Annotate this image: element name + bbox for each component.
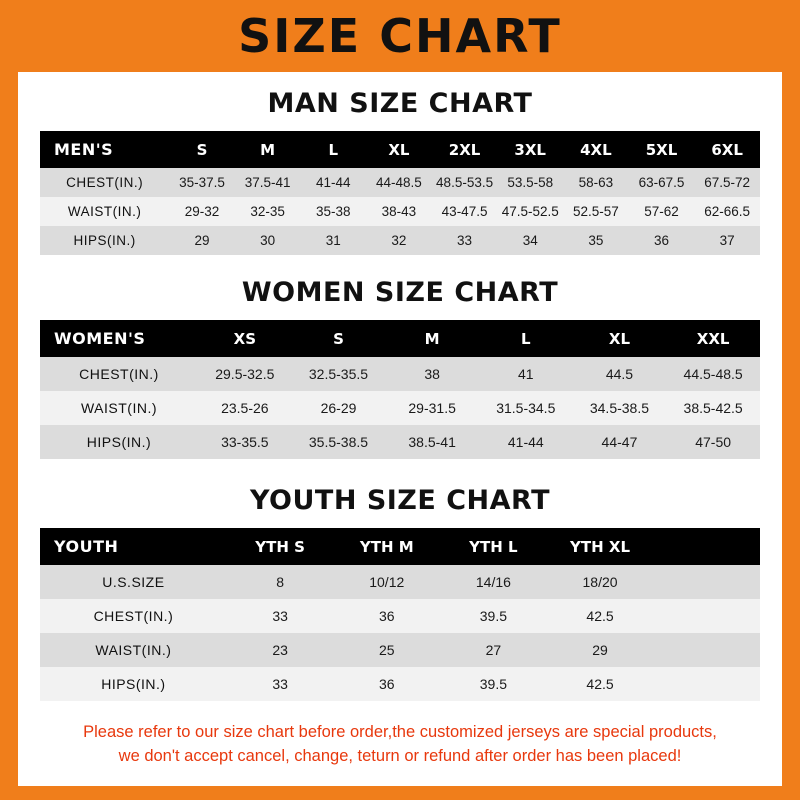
women-header-m: M [385,320,479,357]
youth-size-table [40,528,760,701]
man-header-5xl: 5XL [629,131,695,168]
table-row [40,197,760,226]
women-header-label: WOMEN'S [40,320,198,357]
man-row-waist-label: WAIST(IN.) [40,197,169,226]
content [18,88,782,769]
youth-chest-s: 33 [227,599,334,633]
women-header-l: L [479,320,573,357]
women-hips-l: 41-44 [479,425,573,459]
youth-row-ussize-label: U.S.SIZE [40,565,227,599]
man-chest-5xl: 63-67.5 [629,168,695,197]
women-row-chest-label: CHEST(IN.) [40,357,198,391]
youth-chest-spacer [653,599,760,633]
man-waist-m: 32-35 [235,197,301,226]
man-header-xl: XL [366,131,432,168]
youth-waist-m: 25 [333,633,440,667]
man-header-label: MEN'S [40,131,169,168]
man-waist-4xl: 52.5-57 [563,197,629,226]
youth-section-title: YOUTH SIZE CHART [249,485,551,516]
table-row [40,667,760,701]
man-row-chest-label: CHEST(IN.) [40,168,169,197]
youth-waist-xl: 29 [547,633,654,667]
youth-row-chest-label: CHEST(IN.) [40,599,227,633]
banner [0,0,800,72]
women-row-hips-label: HIPS(IN.) [40,425,198,459]
youth-header-spacer [653,528,760,565]
women-row-waist-label: WAIST(IN.) [40,391,198,425]
women-header-xs: XS [198,320,292,357]
man-waist-2xl: 43-47.5 [432,197,498,226]
women-hips-s: 35.5-38.5 [292,425,386,459]
youth-waist-spacer [653,633,760,667]
women-waist-s: 26-29 [292,391,386,425]
youth-chest-l: 39.5 [440,599,547,633]
youth-row-waist-label: WAIST(IN.) [40,633,227,667]
women-hips-m: 38.5-41 [385,425,479,459]
table-row [40,391,760,425]
women-header-xxl: XXL [666,320,760,357]
youth-chest-m: 36 [333,599,440,633]
women-header-xl: XL [573,320,667,357]
footer-note-line2: we don't accept cancel, change, teturn or refund after order has been placed! [118,746,682,765]
women-waist-xs: 23.5-26 [198,391,292,425]
women-chest-xxl: 44.5-48.5 [666,357,760,391]
man-table-head [40,131,760,168]
man-chest-3xl: 53.5-58 [497,168,563,197]
man-header-m: M [235,131,301,168]
women-size-table [40,320,760,459]
table-row [40,425,760,459]
youth-hips-m: 36 [333,667,440,701]
table-row [40,599,760,633]
youth-ussize-spacer [653,565,760,599]
man-chest-s: 35-37.5 [169,168,235,197]
women-section-title: WOMEN SIZE CHART [241,277,559,308]
man-chest-6xl: 67.5-72 [694,168,760,197]
man-header-3xl: 3XL [497,131,563,168]
youth-table-head [40,528,760,565]
women-waist-m: 29-31.5 [385,391,479,425]
youth-row-hips-label: HIPS(IN.) [40,667,227,701]
man-waist-5xl: 57-62 [629,197,695,226]
table-header-row [40,131,760,168]
youth-header-label: YOUTH [40,528,227,565]
women-table-body [40,357,760,459]
man-waist-6xl: 62-66.5 [694,197,760,226]
table-row [40,168,760,197]
man-hips-5xl: 36 [629,226,695,255]
man-hips-6xl: 37 [694,226,760,255]
man-chest-4xl: 58-63 [563,168,629,197]
man-chest-xl: 44-48.5 [366,168,432,197]
man-size-table [40,131,760,255]
women-hips-xs: 33-35.5 [198,425,292,459]
women-waist-l: 31.5-34.5 [479,391,573,425]
table-row [40,357,760,391]
youth-chest-xl: 42.5 [547,599,654,633]
man-table-body [40,168,760,255]
footer-note-line1: Please refer to our size chart before order,the customized jerseys are special products, [83,723,717,741]
footer-note [40,721,760,769]
man-header-2xl: 2XL [432,131,498,168]
women-chest-s: 32.5-35.5 [292,357,386,391]
table-row [40,633,760,667]
youth-header-s: YTH S [227,528,334,565]
women-chest-xs: 29.5-32.5 [198,357,292,391]
youth-ussize-m: 10/12 [333,565,440,599]
youth-header-xl: YTH XL [547,528,654,565]
youth-waist-l: 27 [440,633,547,667]
man-waist-xl: 38-43 [366,197,432,226]
youth-hips-spacer [653,667,760,701]
youth-table-body [40,565,760,701]
youth-hips-xl: 42.5 [547,667,654,701]
table-row [40,565,760,599]
page-title: SIZE CHART [238,9,562,63]
women-waist-xxl: 38.5-42.5 [666,391,760,425]
youth-header-m: YTH M [333,528,440,565]
table-row [40,226,760,255]
women-waist-xl: 34.5-38.5 [573,391,667,425]
man-waist-3xl: 47.5-52.5 [497,197,563,226]
man-header-4xl: 4XL [563,131,629,168]
women-table-head [40,320,760,357]
youth-ussize-s: 8 [227,565,334,599]
man-section-title: MAN SIZE CHART [267,88,533,119]
man-hips-2xl: 33 [432,226,498,255]
man-row-hips-label: HIPS(IN.) [40,226,169,255]
man-hips-3xl: 34 [497,226,563,255]
table-header-row [40,528,760,565]
women-hips-xl: 44-47 [573,425,667,459]
man-header-6xl: 6XL [694,131,760,168]
man-waist-l: 35-38 [300,197,366,226]
man-hips-4xl: 35 [563,226,629,255]
man-chest-l: 41-44 [300,168,366,197]
women-chest-xl: 44.5 [573,357,667,391]
youth-header-l: YTH L [440,528,547,565]
youth-ussize-xl: 18/20 [547,565,654,599]
man-hips-m: 30 [235,226,301,255]
man-hips-l: 31 [300,226,366,255]
youth-waist-s: 23 [227,633,334,667]
table-header-row [40,320,760,357]
man-chest-2xl: 48.5-53.5 [432,168,498,197]
women-chest-m: 38 [385,357,479,391]
women-hips-xxl: 47-50 [666,425,760,459]
women-chest-l: 41 [479,357,573,391]
man-hips-xl: 32 [366,226,432,255]
youth-hips-s: 33 [227,667,334,701]
man-hips-s: 29 [169,226,235,255]
women-header-s: S [292,320,386,357]
youth-ussize-l: 14/16 [440,565,547,599]
man-waist-s: 29-32 [169,197,235,226]
man-header-s: S [169,131,235,168]
bottom-accent-bar [0,786,800,800]
youth-hips-l: 39.5 [440,667,547,701]
man-chest-m: 37.5-41 [235,168,301,197]
man-header-l: L [300,131,366,168]
